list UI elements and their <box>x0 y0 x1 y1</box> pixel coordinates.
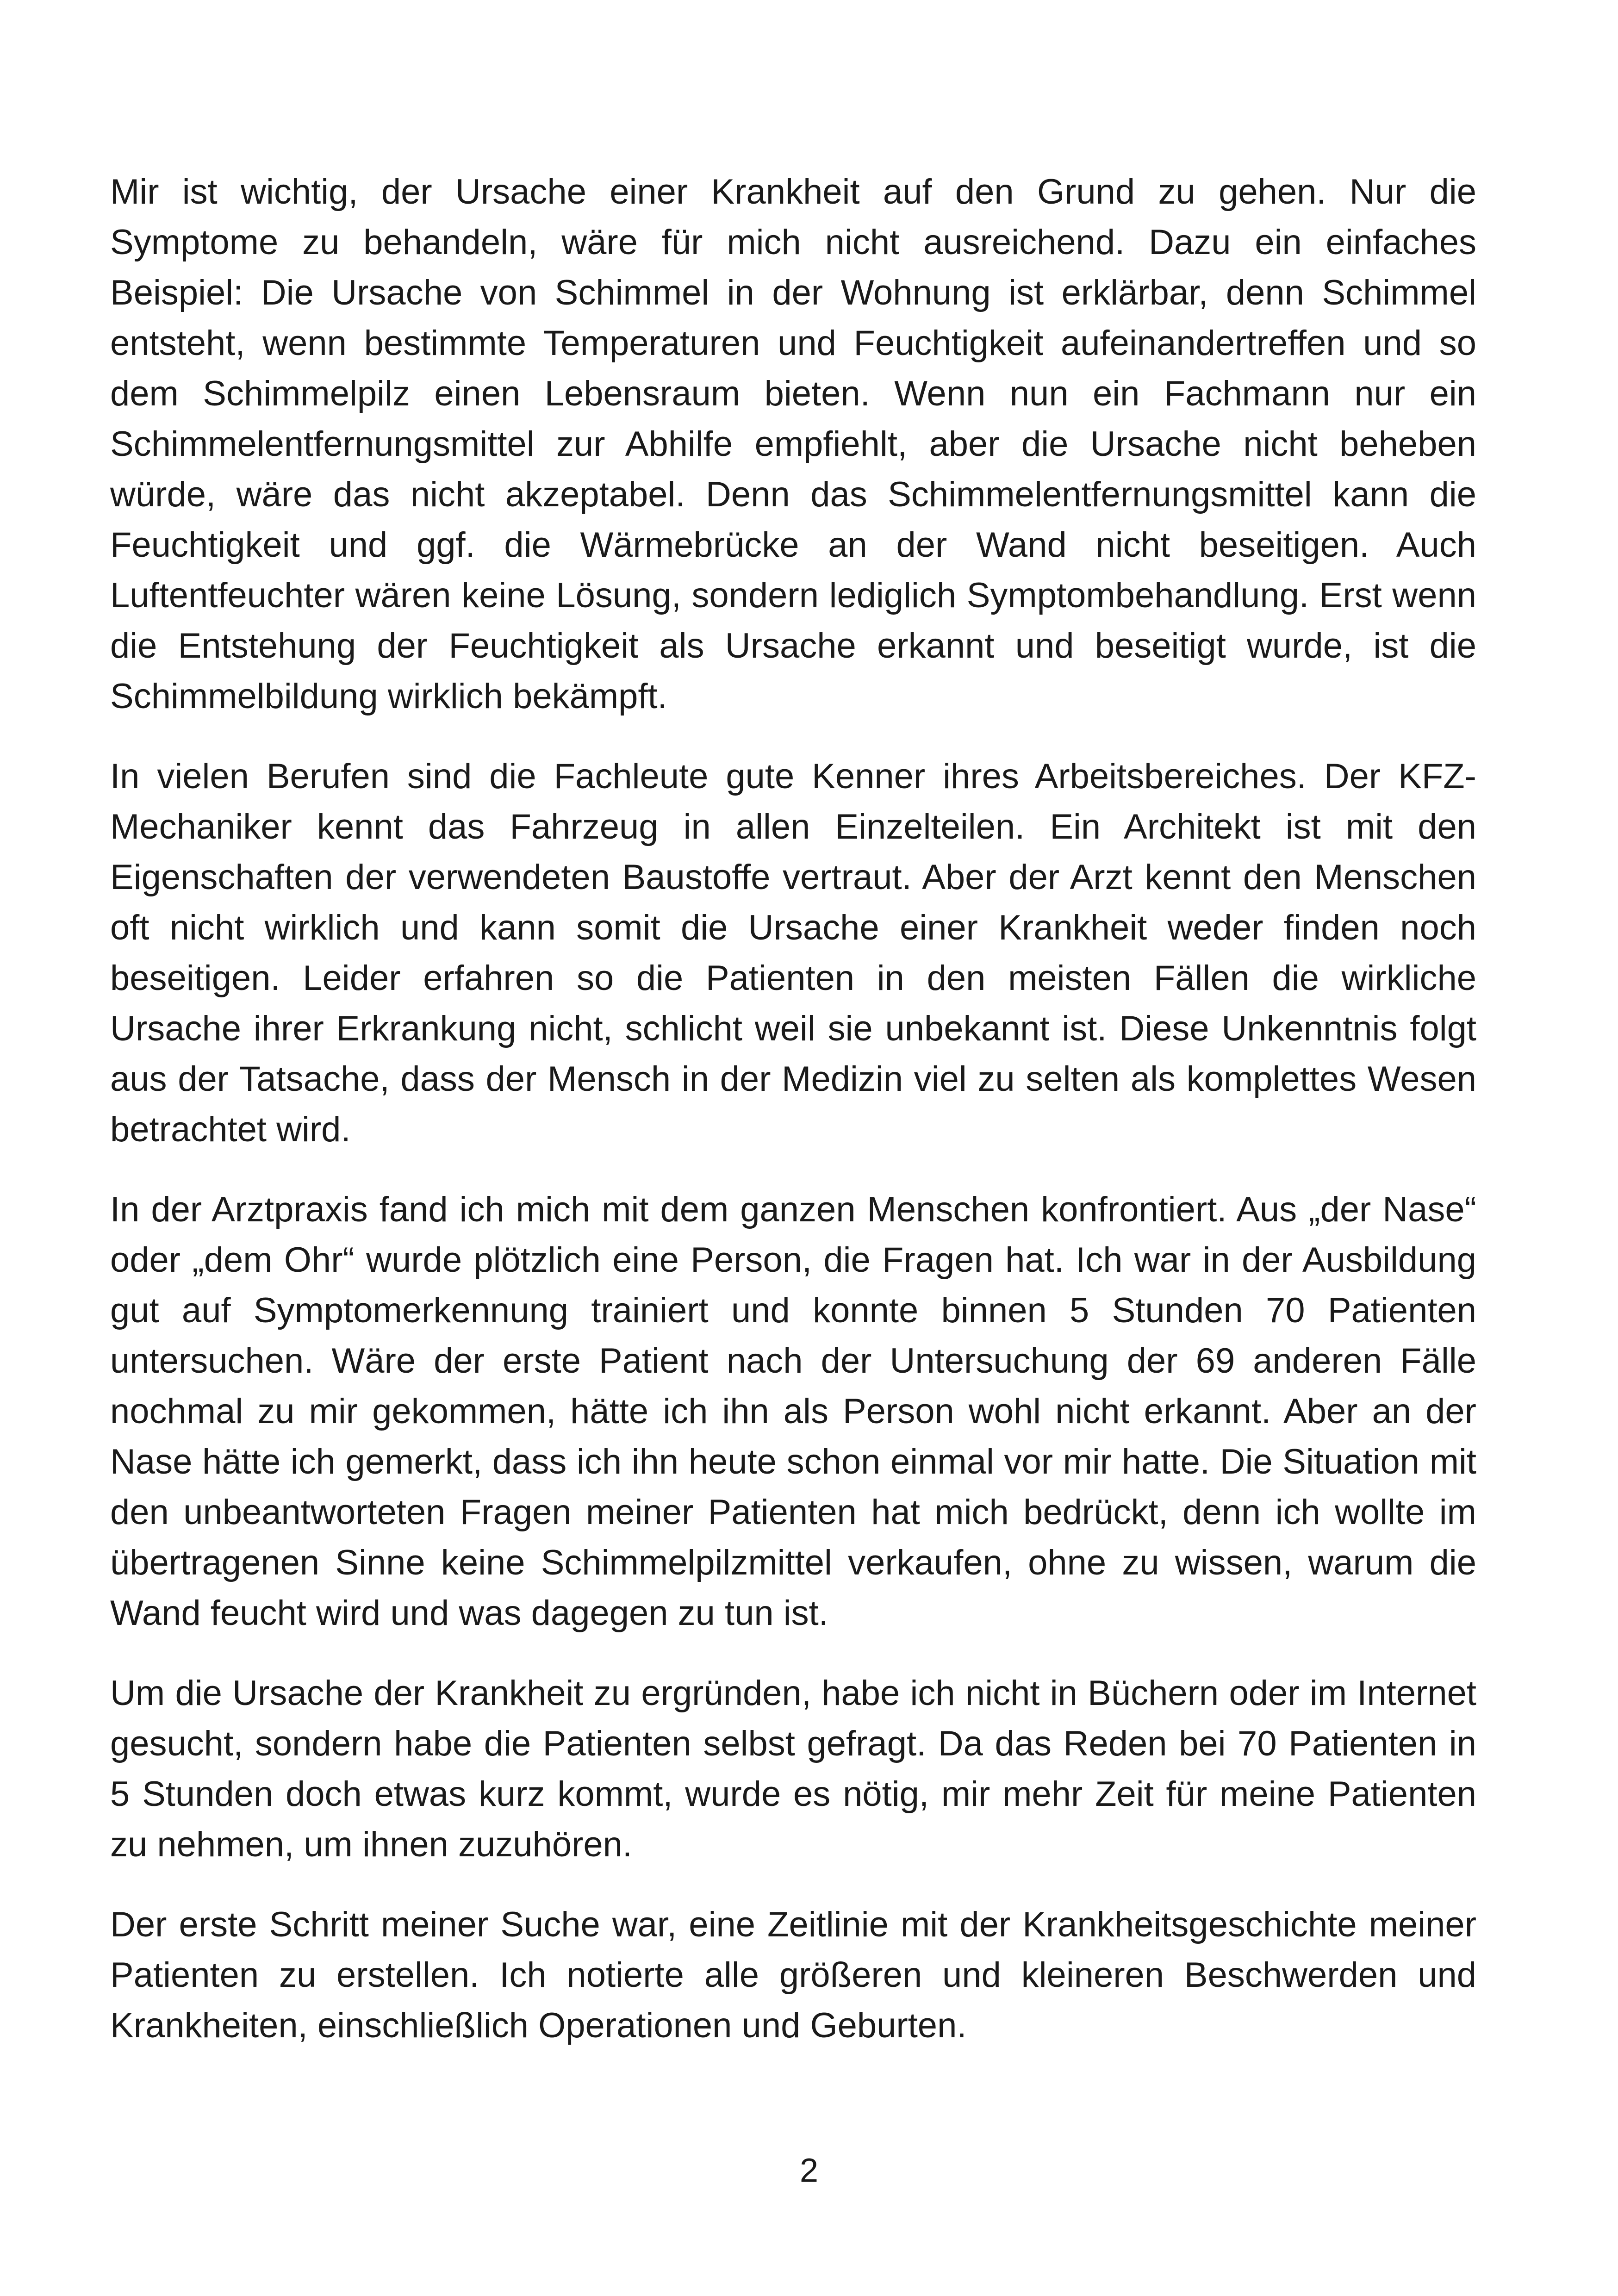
document-body <box>110 167 1476 2080</box>
page-number: 2 <box>799 2152 819 2189</box>
paragraph-4: Um die Ursache der Krankheit zu ergründen, habe ich nicht in Büchern oder im Internet gesucht, sondern habe die Patienten selbst gefragt. Da das Reden bei 70 Patienten in 5 Stunden doch etwas kurz kommt, wurde es nötig, mir mehr Zeit für meine Patienten zu nehmen, um ihnen zuzuhören. <box>110 1674 1476 1864</box>
paragraph-1: Mir ist wichtig, der Ursache einer Krankheit auf den Grund zu gehen. Nur die Symptome zu behandeln, wäre für mich nicht ausreichend. Dazu ein einfaches Beispiel: Die Ursache von Schimmel in der Wohnung ist erklärbar, denn Schimmel entsteht, wenn bestimmte Temperaturen und Feuchtigkeit aufeinandertreffen und so dem Schimmelpilz einen Lebensraum bieten. Wenn nun ein Fachmann nur ein Schimmelentfernungsmittel zur Abhilfe empfiehlt, aber die Ursache nicht beheben würde, wäre das nicht akzeptabel. Denn das Schimmelentfernungsmittel kann die Feuchtigkeit und ggf. die Wärmebrücke an der Wand nicht beseitigen. Auch Luftentfeuchter wären keine Lösung, sondern lediglich Symptombehandlung. Erst wenn die Entstehung der Feuchtigkeit als Ursache erkannt und beseitigt wurde, ist die Schimmelbildung wirklich bekämpft. <box>110 172 1476 716</box>
paragraph-3: In der Arztpraxis fand ich mich mit dem ganzen Menschen konfrontiert. Aus „der Nase“ oder „dem Ohr“ wurde plötzlich eine Person, die Fragen hat. Ich war in der Ausbildung gut auf Symptomerkennung trainiert und konnte binnen 5 Stunden 70 Patienten untersuchen. Wäre der erste Patient nach der Untersuchung der 69 anderen Fälle nochmal zu mir gekommen, hätte ich ihn als Person wohl nicht erkannt. Aber an der Nase hätte ich gemerkt, dass ich ihn heute schon einmal vor mir hatte. Die Situation mit den unbeantworteten Fragen meiner Patienten hat mich bedrückt, denn ich wollte im übertragenen Sinne keine Schimmelpilzmittel verkaufen, ohne zu wissen, warum die Wand feucht wird und was dagegen zu tun ist. <box>110 1190 1476 1633</box>
paragraph-5: Der erste Schritt meiner Suche war, eine Zeitlinie mit der Krankheitsgeschichte meiner Patienten zu erstellen. Ich notierte alle größeren und kleineren Beschwerden und Krankheiten, einschließlich Operationen und Geburten. <box>110 1905 1476 2045</box>
paragraph-2: In vielen Berufen sind die Fachleute gute Kenner ihres Arbeitsbereiches. Der KFZ-Mechaniker kennt das Fahrzeug in allen Einzelteilen. Ein Architekt ist mit den Eigenschaften der verwendeten Baustoffe vertraut. Aber der Arzt kennt den Menschen oft nicht wirklich und kann somit die Ursache einer Krankheit weder finden noch beseitigen. Leider erfahren so die Patienten in den meisten Fällen die wirkliche Ursache ihrer Erkrankung nicht, schlicht weil sie unbekannt ist. Diese Unkenntnis folgt aus der Tatsache, dass der Mensch in der Medizin viel zu selten als komplettes Wesen betrachtet wird. <box>110 757 1476 1149</box>
